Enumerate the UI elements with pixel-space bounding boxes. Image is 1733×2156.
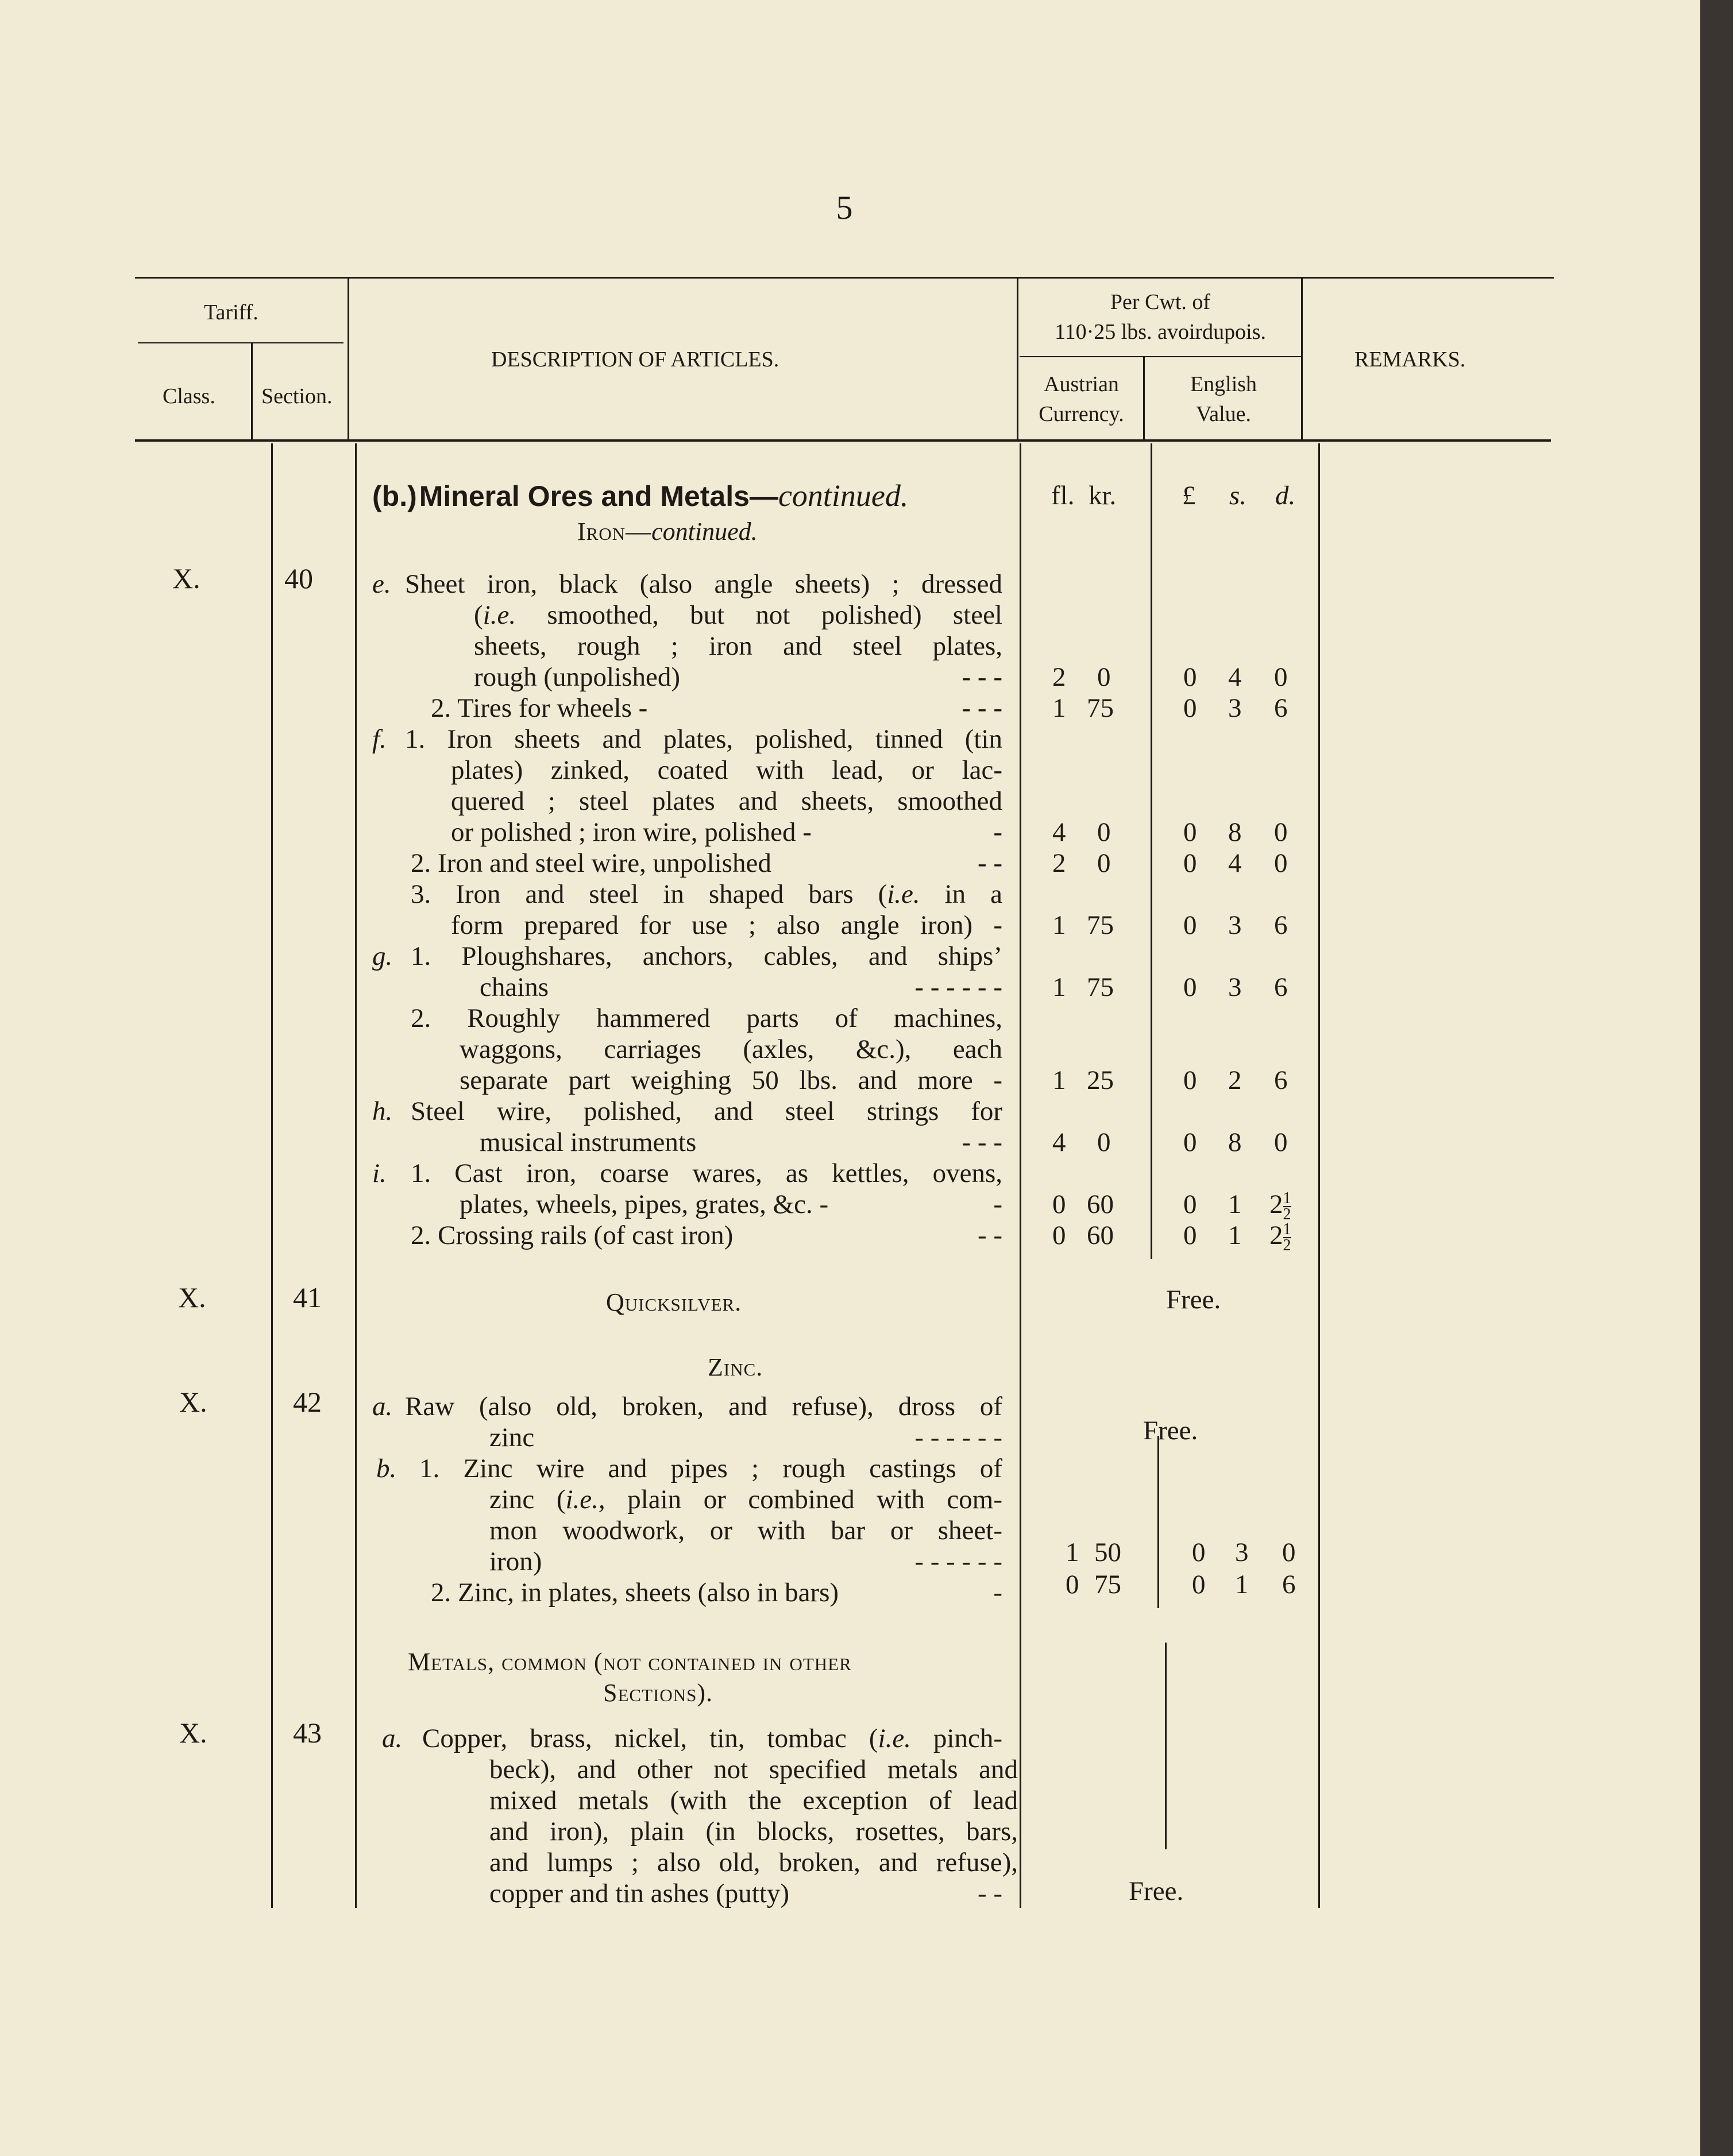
item-f-line5 xyxy=(411,848,1002,879)
class-43: X. xyxy=(179,1717,207,1749)
item-g-mark: g. xyxy=(372,941,393,971)
i2-text: plates, wheels, pipes, grates, &c. - xyxy=(460,1189,829,1219)
i3-dots: - - xyxy=(977,1220,1002,1250)
f6-ie: i.e. xyxy=(887,879,920,909)
section-40: 40 xyxy=(284,562,313,594)
class-40: X. xyxy=(172,562,200,594)
val-e-l: 0 xyxy=(1183,662,1197,692)
section-41: 41 xyxy=(293,1281,322,1313)
val-f1-d: 0 xyxy=(1274,817,1288,847)
e2-ie: i.e. xyxy=(483,600,516,630)
item-i-mark: i. xyxy=(372,1158,387,1188)
zinc-a-mark: a. xyxy=(372,1392,393,1421)
metals-a-line2: beck), and other not specified metals and xyxy=(489,1755,1018,1784)
metals-common-heading-1: Metals, common (not contained in other xyxy=(408,1648,852,1676)
val-h-fl: 4 xyxy=(1052,1127,1066,1157)
val-i1-s: 1 xyxy=(1228,1189,1242,1219)
item-g-line3: 2. Roughly hammered parts of machines, xyxy=(411,1003,1002,1033)
half-fraction xyxy=(1283,1191,1291,1222)
val-h-kr: 0 xyxy=(1097,1127,1111,1157)
f5-text: 2. Iron and steel wire, unpolished xyxy=(411,848,771,878)
austrian-line1: Austrian xyxy=(1044,372,1119,396)
val-zb1-s: 3 xyxy=(1235,1537,1249,1567)
iron-continued: continued. xyxy=(651,517,758,546)
val-f2-kr: 0 xyxy=(1097,848,1111,878)
h2-text: musical instruments xyxy=(480,1127,697,1157)
val-f1-l: 0 xyxy=(1183,817,1197,847)
val-i2-fl: 0 xyxy=(1052,1220,1066,1250)
austrian-currency-header xyxy=(1020,369,1143,429)
metals-a-mark: a. xyxy=(382,1724,403,1753)
body-vline-austrian-c xyxy=(1165,1643,1167,1849)
val-i2-s: 1 xyxy=(1228,1220,1242,1250)
english-line1: English xyxy=(1190,372,1257,396)
e4-dots: - - - xyxy=(962,662,1002,692)
frac-den: 2 xyxy=(1283,1205,1291,1224)
val-g2-fl: 1 xyxy=(1052,1065,1066,1095)
metals-a-line6 xyxy=(489,1878,1002,1909)
g2-text: chains xyxy=(480,972,549,1002)
e2-rest: smoothed, but not polished) steel xyxy=(516,600,1002,630)
val-h-s: 8 xyxy=(1228,1127,1242,1157)
zinc-b-line4 xyxy=(489,1546,1002,1577)
metals-a-line5: and lumps ; also old, broken, and refuse), xyxy=(489,1848,1018,1877)
item-e-line2 xyxy=(474,600,1002,631)
item-g-line5: separate part weighing 50 lbs. and more - xyxy=(460,1065,1002,1095)
body-vline-class xyxy=(271,443,273,1908)
val-f1-kr: 0 xyxy=(1097,817,1111,847)
zinc-b-line5 xyxy=(431,1577,1002,1608)
zinc-b-line2 xyxy=(489,1484,1002,1515)
val-f1-s: 8 xyxy=(1228,817,1242,847)
unit-fl: fl. xyxy=(1051,481,1075,511)
val-h-l: 0 xyxy=(1183,1127,1197,1157)
zinc-a-line1: Raw (also old, broken, and refuse), dross of xyxy=(405,1392,1002,1421)
val-g1-kr: 75 xyxy=(1087,972,1114,1002)
iron-heading xyxy=(577,517,758,546)
header-vline-desc xyxy=(1017,279,1018,440)
item-e-line3: sheets, rough ; iron and steel plates, xyxy=(474,631,1002,661)
val-tires-d: 6 xyxy=(1274,693,1288,723)
english-line2: Value. xyxy=(1195,402,1252,426)
val-g2-kr: 25 xyxy=(1087,1065,1114,1095)
m1-c: pinch- xyxy=(910,1724,1003,1753)
val-zb1-l: 0 xyxy=(1192,1537,1206,1567)
body-vline-remarks xyxy=(1318,443,1320,1908)
per-cwt-line1: Per Cwt. of xyxy=(1110,290,1211,314)
header-vline-austrian xyxy=(1143,357,1145,440)
item-h-mark: h. xyxy=(372,1096,393,1126)
m1-a: Copper, brass, nickel, tin, tombac ( xyxy=(422,1724,878,1753)
item-f-line1: 1. Iron sheets and plates, polished, tinned (tin xyxy=(405,724,1002,754)
metals-a-line4: and iron), plain (in blocks, rosettes, bars, xyxy=(489,1817,1018,1846)
metals-common-heading-2: Sections). xyxy=(603,1679,713,1707)
val-f3-d: 6 xyxy=(1274,910,1288,940)
val-tires-kr: 75 xyxy=(1087,693,1114,723)
item-f-line6 xyxy=(411,879,1002,910)
frac-den: 2 xyxy=(1283,1237,1291,1255)
metals-a-line1 xyxy=(422,1723,1002,1754)
val-f1-fl: 4 xyxy=(1052,817,1066,847)
mineral-ores-heading xyxy=(372,478,908,513)
mineral-prefix: (b.) xyxy=(372,480,417,512)
frac-num: 1 xyxy=(1283,1220,1291,1239)
class-42: X. xyxy=(179,1386,207,1418)
e4-text: rough (unpolished) xyxy=(474,662,680,692)
val-f3-kr: 75 xyxy=(1087,910,1114,940)
zb2-ie: i.e., xyxy=(565,1485,605,1514)
h2-dots: - - - xyxy=(962,1127,1002,1157)
metals-free: Free. xyxy=(1129,1876,1184,1906)
section-43: 43 xyxy=(293,1717,322,1749)
val-zb1-kr: 50 xyxy=(1094,1537,1121,1567)
i2-d-whole: 2 xyxy=(1269,1220,1283,1250)
val-tires-l: 0 xyxy=(1183,693,1197,723)
val-tires-fl: 1 xyxy=(1052,693,1066,723)
item-f-mark: f. xyxy=(372,724,387,754)
half-fraction xyxy=(1283,1222,1291,1253)
val-i2-d xyxy=(1269,1220,1291,1253)
per-cwt-header xyxy=(1020,287,1301,347)
unit-kr: kr. xyxy=(1089,481,1117,511)
val-zb2-d: 6 xyxy=(1282,1570,1296,1599)
per-cwt-underline xyxy=(1020,356,1301,357)
val-i1-d xyxy=(1269,1189,1291,1222)
val-g1-s: 3 xyxy=(1228,972,1242,1002)
per-cwt-line2: 110·25 lbs. avoirdupois. xyxy=(1054,320,1266,344)
body-vline-desc xyxy=(1020,443,1021,1908)
quicksilver-heading: Quicksilver. xyxy=(606,1288,742,1316)
f6-a: 3. Iron and steel in shaped bars ( xyxy=(411,879,887,909)
val-zb2-s: 1 xyxy=(1235,1570,1249,1599)
m6-dots: - - xyxy=(977,1879,1002,1908)
header-vline-remarks xyxy=(1301,279,1303,440)
section-header: Section. xyxy=(261,384,333,408)
item-h-line1: Steel wire, polished, and steel strings for xyxy=(411,1096,1002,1126)
tariff-header: Tariff. xyxy=(204,300,258,324)
val-tires-s: 3 xyxy=(1228,693,1242,723)
val-f2-d: 0 xyxy=(1274,848,1288,878)
description-header: DESCRIPTION OF ARTICLES. xyxy=(491,347,779,372)
m1-ie: i.e. xyxy=(878,1724,911,1753)
header-vline-class xyxy=(251,343,253,440)
val-g2-l: 0 xyxy=(1183,1065,1197,1095)
iron-title: Iron— xyxy=(577,517,652,546)
austrian-line2: Currency. xyxy=(1039,402,1124,426)
f4-dots: - xyxy=(993,817,1002,847)
item-g-line1: 1. Ploughshares, anchors, cables, and ships’ xyxy=(411,941,1002,971)
item-f-line4 xyxy=(451,817,1002,848)
zb5-text: 2. Zinc, in plates, sheets (also in bars) xyxy=(431,1578,839,1608)
val-g1-l: 0 xyxy=(1183,972,1197,1002)
val-g2-s: 2 xyxy=(1228,1065,1242,1095)
i2-dots: - xyxy=(993,1189,1002,1219)
val-f2-fl: 2 xyxy=(1052,848,1066,878)
zb2-a: zinc ( xyxy=(489,1485,566,1514)
metals-a-line3: mixed metals (with the exception of lead xyxy=(489,1786,1018,1815)
header-vline-section xyxy=(348,279,349,440)
item-f-line2: plates) zinked, coated with lead, or lac- xyxy=(451,755,1002,785)
val-e-s: 4 xyxy=(1228,662,1242,692)
val-zb2-l: 0 xyxy=(1192,1570,1206,1599)
za2-text: zinc xyxy=(489,1423,535,1452)
val-g1-fl: 1 xyxy=(1052,972,1066,1002)
val-i2-kr: 60 xyxy=(1087,1220,1114,1250)
zb2-c: plain or combined with com- xyxy=(605,1485,1002,1514)
item-tires xyxy=(431,693,1002,724)
item-h-line2 xyxy=(480,1127,1002,1158)
item-g-line2 xyxy=(480,972,1002,1003)
mineral-continued: continued. xyxy=(778,478,909,513)
class-41: X. xyxy=(178,1281,206,1313)
zinc-b-mark: b. xyxy=(376,1454,397,1483)
e5-dots: - - - xyxy=(962,693,1002,723)
mineral-title: Mineral Ores and Metals— xyxy=(419,480,778,512)
tariff-underline xyxy=(138,342,343,343)
english-value-header xyxy=(1146,369,1301,429)
page-number: 5 xyxy=(836,189,853,226)
item-i-line1: 1. Cast iron, coarse wares, as kettles, ovens, xyxy=(411,1158,1002,1188)
zb4-text: iron) xyxy=(489,1547,542,1577)
item-i-line2 xyxy=(460,1189,1002,1220)
val-e-kr: 0 xyxy=(1097,662,1111,692)
val-zb2-kr: 75 xyxy=(1094,1570,1121,1599)
section-42: 42 xyxy=(293,1386,322,1418)
i3-text: 2. Crossing rails (of cast iron) xyxy=(411,1220,734,1250)
quicksilver-free: Free. xyxy=(1166,1285,1221,1315)
e5-text: 2. Tires for wheels - xyxy=(431,693,648,723)
item-g-line4: waggons, carriages (axles, &c.), each xyxy=(460,1034,1002,1064)
val-i1-kr: 60 xyxy=(1087,1189,1114,1219)
val-g1-d: 6 xyxy=(1274,972,1288,1002)
m6-text: copper and tin ashes (putty) xyxy=(489,1879,790,1908)
zb5-dots: - xyxy=(993,1578,1002,1608)
item-i-line3 xyxy=(411,1220,1002,1251)
class-header: Class. xyxy=(163,384,215,408)
body-vline-austrian-b xyxy=(1157,1436,1159,1608)
zinc-a-line2 xyxy=(489,1422,1002,1453)
val-zb1-d: 0 xyxy=(1282,1537,1296,1567)
val-f3-l: 0 xyxy=(1183,910,1197,940)
zinc-free: Free. xyxy=(1143,1416,1198,1446)
val-i1-l: 0 xyxy=(1183,1189,1197,1219)
item-e-line4 xyxy=(474,662,1002,693)
val-i1-fl: 0 xyxy=(1052,1189,1066,1219)
val-zb1-fl: 1 xyxy=(1066,1537,1079,1567)
item-f-line7: form prepared for use ; also angle iron) - xyxy=(451,910,1002,940)
unit-d: d. xyxy=(1275,481,1296,511)
body-vline-austrian-a xyxy=(1151,443,1152,1259)
val-g2-d: 6 xyxy=(1274,1065,1288,1095)
unit-s: s. xyxy=(1229,481,1247,511)
remarks-header: REMARKS. xyxy=(1354,347,1466,372)
item-e-mark: e. xyxy=(372,569,391,599)
zb4-dots: - - - - - - xyxy=(914,1547,1002,1577)
e2-open: ( xyxy=(474,600,483,630)
val-f2-l: 0 xyxy=(1183,848,1197,878)
g2-dots: - - - - - - xyxy=(914,972,1002,1002)
body-vline-section xyxy=(355,443,357,1908)
val-i2-l: 0 xyxy=(1183,1220,1197,1250)
zinc-b-line1: 1. Zinc wire and pipes ; rough castings of xyxy=(419,1454,1002,1483)
val-e-fl: 2 xyxy=(1052,662,1066,692)
za2-dots: - - - - - - xyxy=(914,1423,1002,1452)
val-e-d: 0 xyxy=(1274,662,1288,692)
item-e-line1: Sheet iron, black (also angle sheets) ; dressed xyxy=(405,569,1002,599)
val-zb2-fl: 0 xyxy=(1066,1570,1079,1599)
f5-dots: - - xyxy=(977,848,1002,878)
val-f3-s: 3 xyxy=(1228,910,1242,940)
item-f-line3: quered ; steel plates and sheets, smoothed xyxy=(451,786,1002,816)
val-h-d: 0 xyxy=(1274,1127,1288,1157)
val-f3-fl: 1 xyxy=(1052,910,1066,940)
frac-num: 1 xyxy=(1283,1189,1291,1208)
f6-c: in a xyxy=(920,879,1002,909)
i1-d-whole: 2 xyxy=(1269,1189,1283,1219)
unit-pound: £ xyxy=(1182,481,1196,511)
zinc-b-line3: mon woodwork, or with bar or sheet- xyxy=(489,1516,1002,1545)
val-f2-s: 4 xyxy=(1228,848,1242,878)
zinc-heading: Zinc. xyxy=(708,1353,763,1381)
f4-text: or polished ; iron wire, polished - xyxy=(451,817,812,847)
